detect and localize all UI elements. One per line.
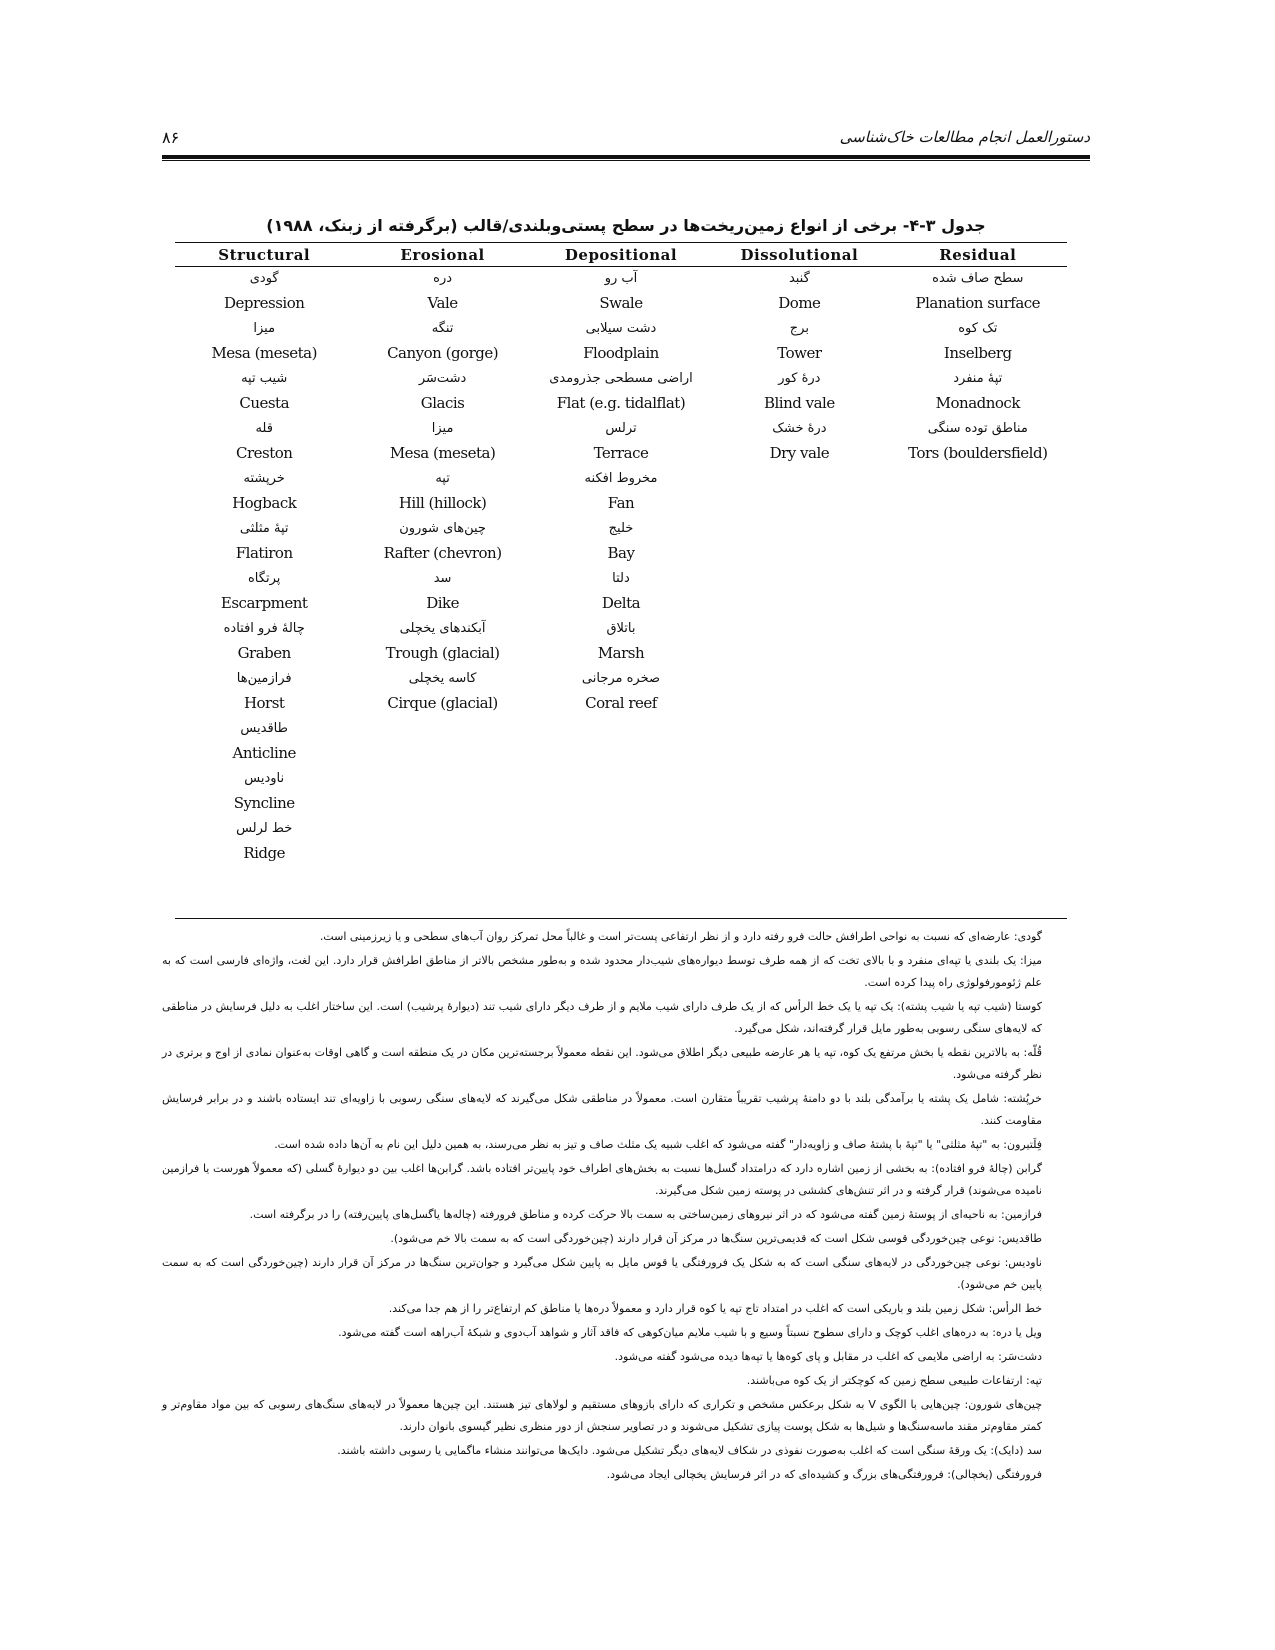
table-cell [710, 667, 888, 717]
note-paragraph: فرورفتگی (یخچالی): فرورفتگی‌های بزرگ و کشیده‌ای که در اثر فرسایش یخچالی ایجاد می‌شود. [606, 1468, 1042, 1481]
table-cell [353, 567, 531, 617]
table-cell [353, 817, 531, 867]
table-bottom-rule [175, 918, 1067, 919]
landform-table [175, 242, 1067, 867]
persian-term: ترلس [605, 421, 637, 436]
english-term: Tors (bouldersfield) [908, 444, 1048, 462]
table-cell [175, 617, 353, 667]
table-cell [889, 467, 1067, 517]
table-cell [532, 267, 710, 318]
english-term: Horst [243, 694, 285, 712]
persian-term: گنبد [788, 271, 810, 286]
note-paragraph: میزا: یک بلندی یا تپه‌ای منفرد و با بالای تخت که از همه طرف توسط دیواره‌های شیب‌دار محدود شده و به‌طور مشخص بالاتر از مناطق اطرافش قرار دارد. این لغت، واژه‌ای فارسی است که به علم ژئومورفولوژی راه پیدا کرده است. [162, 954, 1042, 989]
table-row [175, 617, 1067, 667]
note-paragraph: خرپُشته: شامل یک پشته یا برآمدگی بلند با دو دامنهٔ پرشیب تقریباً متقارن است. معمولاً در مناطقی شکل می‌گیرند که لایه‌های سنگی رسوبی با زاویه‌ای تند ایستاده باشند و در برابر فرسایش مقاومت کنند. [162, 1092, 1042, 1127]
table-row [175, 317, 1067, 367]
table-cell [532, 517, 710, 567]
english-term: Cirque (glacial) [387, 694, 498, 712]
table-cell [353, 667, 531, 717]
persian-term: کاسه یخچلی [408, 671, 477, 686]
english-term: Ridge [243, 844, 286, 862]
table-body [175, 267, 1067, 868]
table-cell [710, 267, 888, 318]
persian-term: آب رو [604, 271, 638, 286]
note-paragraph: سد (دایک): یک ورقهٔ سنگی است که اغلب به‌صورت نفوذی در شکاف لایه‌های دیگر تشکیل می‌شود. دایک‌ها می‌توانند منشاء ماگمایی یا رسوبی داشته باشند. [337, 1444, 1042, 1457]
english-term: Hogback [232, 494, 297, 512]
page-header [162, 124, 1090, 152]
english-term: Canyon (gorge) [387, 344, 499, 362]
table-cell [353, 617, 531, 667]
note-paragraph: ناودیس: نوعی چین‌خوردگی در لایه‌های سنگی است که به شکل یک فرورفتگی یا قوس مایل به پایین شکل می‌گیرد و جوان‌ترین سنگ‌ها در مرکز آن قرار دارند (چین‌خوردگی است که به سمت پایین خم می‌شود). [162, 1256, 1042, 1291]
persian-term: صخره مرجانی [581, 671, 661, 686]
table-cell [710, 317, 888, 367]
english-term: Marsh [597, 644, 645, 662]
persian-term: چین‌های شورون [399, 521, 486, 536]
note-paragraph: قُلّه: به بالاترین نقطه یا بخش مرتفع یک کوه، تپه یا هر عارضه طبیعی دیگر اطلاق می‌شود. این نقطه معمولاً برجسته‌ترین مکان در یک منطقه است و گاهی اوقات به‌عنوان نمادی از اوج و برتری در نظر گرفته می‌شود. [162, 1046, 1042, 1081]
english-term: Glacis [420, 394, 465, 412]
english-term: Anticline [232, 744, 296, 762]
table-cell [353, 517, 531, 567]
table-row [175, 417, 1067, 467]
table-cell [710, 767, 888, 817]
table-cell [710, 517, 888, 567]
persian-term: مخروط افکنه [584, 471, 658, 486]
table-row [175, 817, 1067, 867]
english-term: Terrace [593, 444, 649, 462]
table-cell [353, 767, 531, 817]
english-term: Creston [235, 444, 293, 462]
english-term: Trough (glacial) [385, 644, 500, 662]
persian-term: دره [433, 271, 453, 286]
persian-term: آبکندهای یخچلی [399, 621, 486, 636]
table-row [175, 517, 1067, 567]
column-header-erosional: Erosional [353, 243, 531, 267]
table-cell [175, 317, 353, 367]
note-paragraph: گودی: عارضه‌ای که نسبت به نواحی اطرافش حالت فرو رفته دارد و از نظر ارتفاعی پست‌تر است و غالباً محل تمرکز روان آب‌های سطحی و یا زیرزمینی است. [319, 930, 1042, 943]
column-header-dissolutional: Dissolutional [710, 243, 888, 267]
english-term: Flat (e.g. tidalflat) [556, 394, 686, 412]
table-cell [353, 417, 531, 467]
persian-term: دلتا [612, 571, 630, 586]
persian-term: گودی [249, 271, 279, 286]
table-cell [889, 317, 1067, 367]
table-cell [889, 367, 1067, 417]
persian-term: برج [789, 321, 809, 336]
persian-term: تپهٔ منفرد [953, 371, 1003, 386]
column-header-structural: Structural [175, 243, 353, 267]
table-cell [353, 467, 531, 517]
persian-term: چالهٔ فرو افتاده [223, 621, 305, 636]
english-term: Graben [237, 644, 291, 662]
table-cell [532, 367, 710, 417]
table-cell [175, 467, 353, 517]
table-cell [710, 717, 888, 767]
note-paragraph: چین‌های شورون: چین‌هایی با الگوی V به شکل برعکس مشخص و تکراری که دارای بازوهای مستقیم و لولاهای تیز هستند. این چین‌ها معمولاً در لایه‌های سنگ‌های رسوبی که بین مواد مقاوم‌تر و کمتر مقاوم‌تر مقند ماسه‌سنگ‌ها و شیل‌ها به شکل پوست پیازی تشکیل می‌شوند و در تصاویر سنجش از دور منظری نظیر گیسوی بانوان دارند. [162, 1398, 1043, 1433]
table-cell [532, 667, 710, 717]
table-cell [175, 367, 353, 417]
persian-term: اراضی مسطحی جذرومدی [549, 371, 693, 386]
table-row [175, 667, 1067, 717]
persian-term: قله [255, 421, 273, 436]
table-cell [353, 267, 531, 318]
english-term: Swale [599, 294, 643, 312]
persian-term: خط لرلس [236, 821, 293, 836]
table-cell [532, 617, 710, 667]
note-paragraph: دشت‌سَر: به اراضی ملایمی که اغلب در مقابل و پای کوه‌ها یا تپه‌ها دیده می‌شود گفته می‌شود. [614, 1350, 1042, 1363]
header-rule [162, 155, 1090, 161]
table-cell [889, 267, 1067, 318]
table-cell [710, 467, 888, 517]
table-cell [889, 567, 1067, 617]
table-cell [710, 567, 888, 617]
column-header-residual: Residual [889, 243, 1067, 267]
english-term: Tower [777, 344, 822, 362]
english-term: Floodplain [583, 344, 659, 362]
english-term: Rafter (chevron) [383, 544, 502, 562]
page-number: ۸۶ [162, 128, 180, 147]
english-term: Delta [601, 594, 641, 612]
persian-term: باتلاق [606, 621, 636, 636]
running-title: دستورالعمل انجام مطالعات خاک‌شناسی [839, 128, 1090, 146]
note-paragraph: گرابن (چالهٔ فرو افتاده): به بخشی از زمین اشاره دارد که درامتداد گسل‌ها نسبت به بخش‌های اطراف خود پایین‌تر افتاده باشد. گرابن‌ها اغلب بین دو دیوارهٔ گسلی (که معمولاً هورست یا فرازمین نامیده می‌شوند) قرار گرفته و در اثر تنش‌های کششی در پوسته زمین شکل می‌گیرند. [162, 1162, 1042, 1197]
note-paragraph: فرازمین: به ناحیه‌ای از پوستهٔ زمین گفته می‌شود که در اثر نیروهای زمین‌ساختی به سمت بالا حرکت کرده و مناطق فرورفته (چاله‌ها یاگسل‌های پایین‌رفته) را در برگرفته است. [249, 1208, 1042, 1221]
table-cell [532, 767, 710, 817]
table-row [175, 467, 1067, 517]
persian-term: شیب تپه [241, 371, 288, 386]
table-cell [889, 817, 1067, 867]
persian-term: دشت‌سَر [418, 371, 467, 386]
table-cell [710, 417, 888, 467]
table-cell [175, 817, 353, 867]
english-term: Syncline [233, 794, 295, 812]
table-cell [889, 667, 1067, 717]
table-cell [175, 667, 353, 717]
english-term: Flatiron [235, 544, 293, 562]
persian-term: درهٔ کور [778, 371, 821, 386]
table-cell [175, 267, 353, 318]
english-term: Vale [427, 294, 458, 312]
table-cell [532, 417, 710, 467]
table-cell [175, 717, 353, 767]
table-cell [710, 617, 888, 667]
table-cell [889, 417, 1067, 467]
persian-term: فرازمین‌ها [236, 671, 292, 686]
persian-term: میزا [431, 421, 454, 436]
persian-term: تپهٔ مثلثی [239, 521, 289, 536]
persian-term: درهٔ خشک [772, 421, 827, 436]
persian-term: پرتگاه [248, 571, 281, 586]
persian-term: تک کوه [958, 321, 998, 336]
table-cell [353, 317, 531, 367]
note-paragraph: تپه: ارتفاعات طبیعی سطح زمین که کوچکتر از یک کوه می‌باشند. [746, 1374, 1042, 1387]
english-term: Dome [778, 294, 821, 312]
table-cell [353, 717, 531, 767]
english-term: Mesa (meseta) [211, 344, 317, 362]
table-row [175, 767, 1067, 817]
persian-term: ناودیس [244, 771, 285, 786]
persian-term: تپه [435, 471, 450, 486]
table-cell [532, 317, 710, 367]
table-cell [353, 367, 531, 417]
english-term: Dry vale [769, 444, 830, 462]
persian-term: سطح صاف شده [932, 271, 1024, 286]
note-paragraph: خط الرأس: شکل زمین بلند و باریکی است که اغلب در امتداد تاج تپه یا کوه قرار دارد و معمولاً دره‌ها یا مناطق کم ارتفاع‌تر را از هم جدا می‌کند. [388, 1302, 1042, 1315]
english-term: Mesa (meseta) [389, 444, 496, 462]
persian-term: سد [433, 571, 452, 586]
english-term: Coral reef [585, 694, 657, 712]
english-term: Hill (hillock) [398, 494, 487, 512]
table-cell [889, 767, 1067, 817]
table-row [175, 267, 1067, 318]
column-header-depositional: Depositional [532, 243, 710, 267]
english-term: Inselberg [943, 344, 1012, 362]
table-cell [175, 767, 353, 817]
note-paragraph: کوستا (شیب تپه یا شیب پشته): یک تپه یا یک خط الرأس که از یک طرف دارای شیب ملایم و از طرف دیگر دارای شیب تند (دیوارهٔ پرشیب) است. این ساختار اغلب به دلیل فرسایش در مناطقی که لایه‌های سنگی رسوبی به‌طور مایل قرار گرفته‌اند، شکل می‌گیرد. [162, 1000, 1042, 1035]
english-term: Escarpment [220, 594, 308, 612]
table-cell [532, 567, 710, 617]
english-term: Monadnock [935, 394, 1020, 412]
english-term: Cuesta [239, 394, 290, 412]
english-term: Bay [607, 544, 635, 562]
table-row [175, 367, 1067, 417]
table-cell [175, 567, 353, 617]
note-paragraph: طاقدیس: نوعی چین‌خوردگی قوسی شکل است که قدیمی‌ترین سنگ‌ها در مرکز آن قرار دارند (چین‌خوردگی است که به سمت بالا خم می‌شود). [390, 1232, 1042, 1245]
table-cell [532, 717, 710, 767]
persian-term: میزا [253, 321, 276, 336]
table-caption: جدول ۳-۴- برخی از انواع زمین‌ریخت‌ها در سطح پستی‌وبلندی/قالب (برگرفته از زبنک، ۱۹۸۸) [266, 216, 986, 235]
table-cell [532, 817, 710, 867]
table-cell [175, 417, 353, 467]
table-cell [889, 517, 1067, 567]
table-cell [532, 467, 710, 517]
english-term: Dike [426, 594, 459, 612]
table-row [175, 567, 1067, 617]
table-cell [710, 817, 888, 867]
persian-term: خرپشته [243, 471, 285, 486]
note-paragraph: ویل یا دره: به دره‌های اغلب کوچک و دارای سطوح نسبتاً وسیع و با شیب ملایم میان‌کوهی که فاقد آثار و شواهد آب‌دوی و شبکهٔ آب‌راهه است گفته می‌شود. [338, 1326, 1042, 1339]
persian-term: طاقدیس [240, 721, 288, 736]
persian-term: دشت سیلابی [585, 321, 657, 336]
table-row [175, 717, 1067, 767]
table-cell [175, 517, 353, 567]
english-term: Fan [607, 494, 635, 512]
persian-term: تنگه [431, 321, 454, 336]
note-paragraph: فِلَتیرون: به "تپهٔ مثلثی" یا "تپهٔ با پشتهٔ صاف و زاویه‌دار" گفته می‌شود که اغلب شبیه یک مثلث صاف و تیز به نظر می‌رسند، به همین دلیل این نام به آن‌ها داده شده است. [274, 1138, 1042, 1151]
english-term: Depression [223, 294, 305, 312]
table-cell [889, 717, 1067, 767]
persian-term: مناطق توده سنگی [927, 421, 1028, 436]
table-cell [710, 367, 888, 417]
english-term: Planation surface [915, 294, 1041, 312]
table-header-row [175, 243, 1067, 267]
english-term: Blind vale [763, 394, 835, 412]
persian-term: خلیج [608, 521, 634, 536]
table-cell [889, 617, 1067, 667]
notes-section [162, 926, 1042, 1488]
